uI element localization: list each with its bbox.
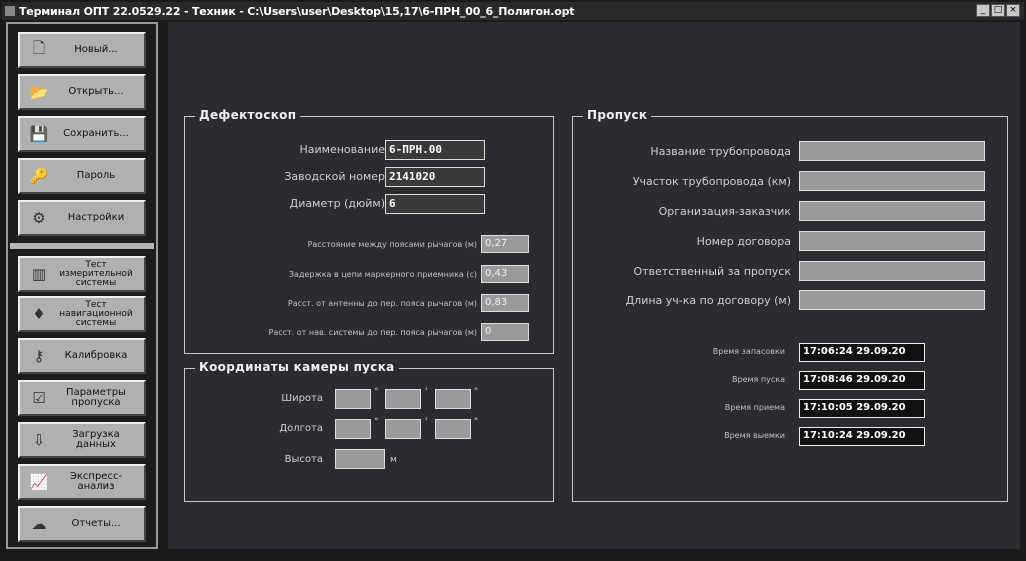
settings-label: Настройки: [67, 212, 125, 223]
key-icon: ⚷: [33, 347, 45, 365]
pass-title: Пропуск: [583, 108, 651, 122]
launch-coords-group: [184, 360, 554, 502]
new-label: Новый...: [74, 44, 118, 55]
open-folder-icon: 📂: [29, 83, 49, 101]
longitude-deg-field[interactable]: [335, 419, 371, 439]
param2-field[interactable]: 0,43: [481, 265, 529, 283]
latitude-sec-field[interactable]: [435, 389, 471, 409]
responsible-label: Ответственный за пропуск: [633, 265, 791, 278]
app-icon: [5, 6, 15, 16]
param1-field[interactable]: 0,27: [481, 235, 529, 253]
latitude-sec-mark: ": [474, 387, 479, 397]
length-label: Длина уч-ка по договору (м): [625, 294, 791, 307]
navigation-test-label: Тест навигационной системы: [59, 299, 133, 328]
time-extract-label: Время выемки: [724, 431, 785, 440]
save-icon: 💾: [29, 125, 49, 143]
latitude-deg-mark: °: [374, 387, 379, 397]
measure-test-button[interactable]: [18, 256, 146, 292]
time-launch-field[interactable]: 17:08:46 29.09.20: [799, 371, 925, 390]
pass-params-button[interactable]: [18, 380, 146, 416]
close-button[interactable]: ×: [1006, 4, 1020, 17]
pass-group: [572, 108, 1008, 502]
save-label: Сохранить...: [63, 128, 129, 139]
time-launch-label: Время пуска: [732, 375, 785, 384]
diameter-field[interactable]: 6: [385, 194, 485, 214]
time-extract-field[interactable]: 17:10:24 29.09.20: [799, 427, 925, 446]
calibration-label: Калибровка: [64, 350, 128, 361]
time-setup-label: Время запасовки: [712, 347, 785, 356]
new-button[interactable]: [18, 32, 146, 68]
altitude-unit: м: [390, 455, 397, 465]
chart-icon: 📈: [29, 473, 49, 491]
reports-icon: ☁: [31, 515, 47, 533]
password-button[interactable]: [18, 158, 146, 194]
longitude-sec-mark: ": [474, 417, 479, 427]
longitude-sec-field[interactable]: [435, 419, 471, 439]
time-receive-field[interactable]: 17:10:05 29.09.20: [799, 399, 925, 418]
defectoscope-title: Дефектоскоп: [195, 108, 300, 122]
longitude-min-mark: ': [425, 417, 428, 427]
longitude-min-field[interactable]: [385, 419, 421, 439]
param1-label: Расстояние между поясами рычагов (м): [307, 240, 477, 249]
reports-button[interactable]: [18, 506, 146, 542]
maximize-button[interactable]: □: [991, 4, 1005, 17]
section-field[interactable]: [799, 171, 985, 191]
minimize-button[interactable]: _: [976, 4, 990, 17]
section-label: Участок трубопровода (км): [632, 175, 791, 188]
sidebar-divider: [10, 243, 154, 249]
navigation-test-button[interactable]: [18, 296, 146, 332]
data-load-label: Загрузка данных: [72, 429, 120, 450]
param3-field[interactable]: 0,83: [481, 294, 529, 312]
calibration-button[interactable]: [18, 338, 146, 374]
length-field[interactable]: [799, 290, 985, 310]
longitude-deg-mark: °: [374, 417, 379, 427]
new-file-icon: 🗋: [32, 38, 46, 57]
latitude-min-field[interactable]: [385, 389, 421, 409]
password-label: Пароль: [76, 170, 116, 181]
keys-icon: 🔑: [29, 167, 49, 185]
contract-field[interactable]: [799, 231, 985, 251]
download-icon: ⇩: [32, 431, 46, 449]
param2-label: Задержка в цепи маркерного приемника (с): [288, 270, 477, 279]
save-button[interactable]: [18, 116, 146, 152]
altitude-field[interactable]: [335, 449, 385, 469]
diameter-label: Диаметр (дюйм): [289, 197, 385, 210]
reports-label: Отчеты...: [71, 518, 121, 529]
customer-field[interactable]: [799, 201, 985, 221]
name-label: Наименование: [299, 143, 385, 156]
latitude-label: Широта: [281, 393, 323, 404]
gear-icon: ⚙: [32, 209, 46, 227]
pipeline-name-label: Название трубопровода: [650, 145, 791, 158]
latitude-min-mark: ': [425, 387, 428, 397]
customer-label: Организация-заказчик: [658, 205, 791, 218]
time-setup-field[interactable]: 17:06:24 29.09.20: [799, 343, 925, 362]
navigation-icon: ♦: [32, 305, 46, 323]
main-panel: [168, 22, 1020, 549]
sidebar: [6, 22, 158, 549]
pipeline-name-field[interactable]: [799, 141, 985, 161]
title-bar[interactable]: [2, 2, 1024, 20]
params-icon: ☑: [32, 389, 46, 407]
time-receive-label: Время приема: [724, 403, 785, 412]
defectoscope-group: [184, 108, 554, 354]
param4-field[interactable]: 0: [481, 323, 529, 341]
measure-icon: ▥: [31, 265, 47, 283]
pass-params-label: Параметры пропуска: [66, 387, 126, 408]
longitude-label: Долгота: [279, 423, 323, 434]
name-field[interactable]: 6-ПРН.00: [385, 140, 485, 160]
settings-button[interactable]: [18, 200, 146, 236]
latitude-deg-field[interactable]: [335, 389, 371, 409]
measure-test-label: Тест измерительной системы: [59, 259, 133, 288]
contract-label: Номер договора: [696, 235, 791, 248]
param4-label: Расст. от нав. системы до пер. пояса рычагов (м): [268, 328, 477, 337]
open-button[interactable]: [18, 74, 146, 110]
param3-label: Расст. от антенны до пер. пояса рычагов (м): [287, 299, 477, 308]
launch-coords-title: Координаты камеры пуска: [195, 360, 399, 374]
open-label: Открыть...: [68, 86, 124, 97]
express-analysis-label: Экспресс-анализ: [69, 471, 123, 492]
window-title: Терминал ОПТ 22.0529.22 - Техник - C:\Users\user\Desktop\15,17\6-ПРН_00_6_Полигон.opt: [19, 4, 575, 18]
altitude-label: Высота: [284, 454, 323, 465]
responsible-field[interactable]: [799, 261, 985, 281]
express-analysis-button[interactable]: [18, 464, 146, 500]
data-load-button[interactable]: [18, 422, 146, 458]
serial-label: Заводской номер: [284, 170, 385, 183]
serial-field[interactable]: 2141020: [385, 167, 485, 187]
